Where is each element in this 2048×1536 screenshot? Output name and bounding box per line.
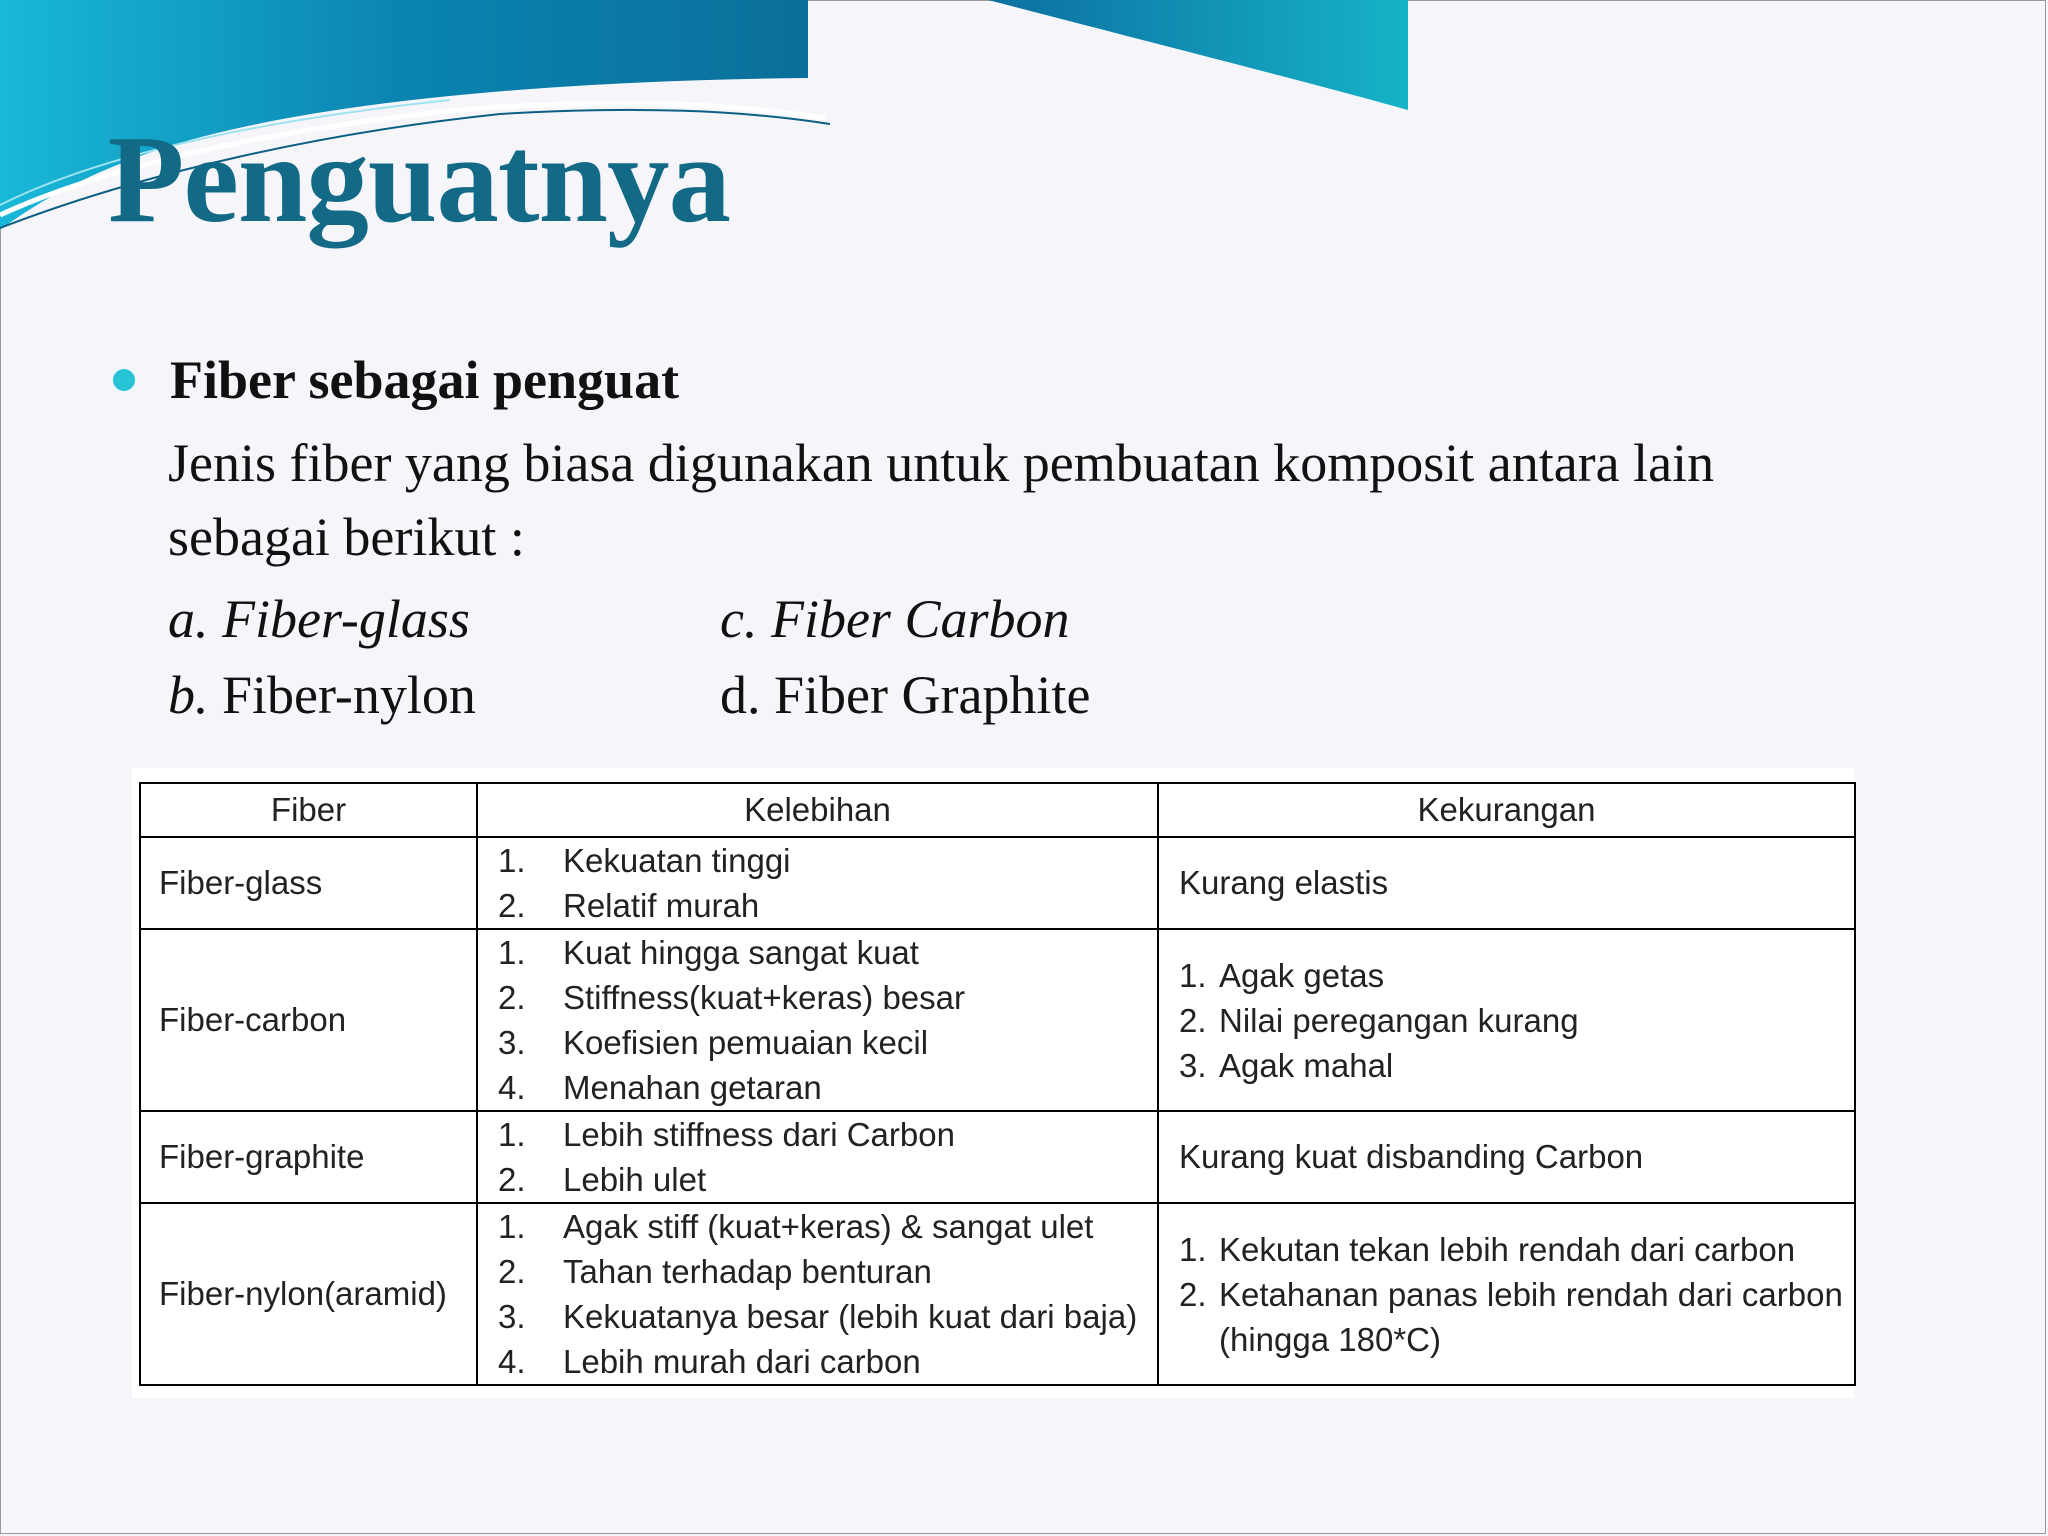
item-text: Kuat hingga sangat kuat bbox=[563, 934, 919, 971]
item-text: Menahan getaran bbox=[563, 1069, 822, 1106]
item-text: Agak mahal bbox=[1219, 1046, 1394, 1084]
table-row bbox=[140, 1111, 1855, 1203]
item-text: Kekuatanya besar (lebih kuat dari baja) bbox=[563, 1298, 1138, 1335]
fiber-name-cell: Fiber-carbon bbox=[140, 929, 477, 1111]
list-item bbox=[1179, 998, 1854, 1043]
item-text: Kekutan tekan lebih rendah dari carbon bbox=[1219, 1230, 1796, 1268]
table-row bbox=[140, 1203, 1855, 1385]
header-kelebihan: Kelebihan bbox=[477, 783, 1158, 837]
item-text: Relatif murah bbox=[563, 887, 760, 924]
item-text: Ketahanan panas lebih rendah dari carbon (hingga 180*C) bbox=[1219, 1275, 1843, 1358]
item-text: Koefisien pemuaian kecil bbox=[563, 1024, 929, 1061]
item-number: 3. bbox=[498, 1298, 526, 1335]
cons-cell: Kurang kuat disbanding Carbon bbox=[1158, 1111, 1855, 1203]
list-marker: d. bbox=[720, 665, 761, 725]
list-text: Fiber Graphite bbox=[774, 665, 1091, 725]
header-kekurangan: Kekurangan bbox=[1158, 783, 1855, 837]
item-number: 3. bbox=[1179, 1046, 1207, 1084]
cons-cell bbox=[1158, 929, 1855, 1111]
list-marker: b. bbox=[168, 665, 209, 725]
table-row bbox=[140, 837, 1855, 929]
bullet-icon bbox=[113, 369, 135, 391]
item-number: 2. bbox=[498, 1161, 526, 1198]
list-item bbox=[498, 975, 1157, 1020]
list-item bbox=[498, 1204, 1157, 1249]
list-item bbox=[498, 1020, 1157, 1065]
list-item-fiber-carbon bbox=[720, 587, 1069, 652]
list-item bbox=[1179, 1227, 1854, 1272]
fiber-comparison-table bbox=[139, 782, 1856, 1386]
cons-list bbox=[1179, 1227, 1854, 1362]
item-text: Lebih stiffness dari Carbon bbox=[563, 1116, 955, 1153]
item-number: 1. bbox=[498, 842, 526, 879]
item-number: 4. bbox=[498, 1069, 526, 1106]
table-row bbox=[140, 929, 1855, 1111]
list-item bbox=[498, 1294, 1157, 1339]
list-item bbox=[498, 883, 1157, 928]
item-number: 1. bbox=[1179, 1230, 1207, 1268]
pros-cell bbox=[477, 929, 1158, 1111]
item-text: Stiffness(kuat+keras) besar bbox=[563, 979, 965, 1016]
item-number: 2. bbox=[498, 979, 526, 1016]
fiber-name-cell: Fiber-glass bbox=[140, 837, 477, 929]
list-item bbox=[498, 930, 1157, 975]
item-text: Agak getas bbox=[1219, 956, 1385, 994]
item-number: 1. bbox=[1179, 956, 1207, 994]
item-number: 1. bbox=[498, 1116, 526, 1153]
list-item bbox=[1179, 953, 1854, 998]
list-text: Fiber Carbon bbox=[770, 589, 1070, 649]
list-item bbox=[498, 1339, 1157, 1384]
fiber-name-cell: Fiber-nylon(aramid) bbox=[140, 1203, 477, 1385]
list-item bbox=[1179, 1043, 1854, 1088]
item-number: 2. bbox=[498, 1253, 526, 1290]
list-item-fiber-glass bbox=[168, 587, 470, 652]
item-text: Tahan terhadap benturan bbox=[563, 1253, 932, 1290]
list-item-fiber-nylon bbox=[168, 663, 476, 728]
item-number: 2. bbox=[1179, 1001, 1207, 1039]
item-number: 1. bbox=[498, 1208, 526, 1245]
list-item bbox=[498, 1249, 1157, 1294]
pros-list bbox=[498, 1112, 1157, 1202]
header-fiber: Fiber bbox=[140, 783, 477, 837]
list-item bbox=[1179, 1272, 1854, 1362]
slide-title: Penguatnya bbox=[108, 111, 731, 249]
cons-list bbox=[1179, 953, 1854, 1088]
table-header-row bbox=[140, 783, 1855, 837]
item-number: 2. bbox=[1179, 1275, 1207, 1313]
list-item-fiber-graphite bbox=[720, 663, 1090, 728]
item-number: 2. bbox=[498, 887, 526, 924]
pros-cell bbox=[477, 1203, 1158, 1385]
pros-list bbox=[498, 1204, 1157, 1384]
list-text: Fiber-nylon bbox=[222, 665, 476, 725]
list-item bbox=[498, 1112, 1157, 1157]
list-text: Fiber-glass bbox=[222, 589, 470, 649]
item-text: Nilai peregangan kurang bbox=[1219, 1001, 1579, 1039]
bullet-heading: Fiber sebagai penguat bbox=[170, 350, 680, 410]
intro-paragraph: Jenis fiber yang biasa digunakan untuk pembuatan komposit antara lain sebagai berikut : bbox=[168, 433, 1715, 567]
cons-cell: Kurang elastis bbox=[1158, 837, 1855, 929]
item-number: 4. bbox=[498, 1343, 526, 1380]
item-number: 3. bbox=[498, 1024, 526, 1061]
list-marker: c. bbox=[720, 589, 758, 649]
item-text: Agak stiff (kuat+keras) & sangat ulet bbox=[563, 1208, 1094, 1245]
item-text: Kekuatan tinggi bbox=[563, 842, 791, 879]
item-number: 1. bbox=[498, 934, 526, 971]
fiber-name-cell: Fiber-graphite bbox=[140, 1111, 477, 1203]
list-marker: a. bbox=[168, 589, 209, 649]
list-item bbox=[498, 838, 1157, 883]
pros-cell bbox=[477, 1111, 1158, 1203]
item-text: Lebih ulet bbox=[563, 1161, 707, 1198]
list-item bbox=[498, 1157, 1157, 1202]
pros-list bbox=[498, 838, 1157, 928]
list-item bbox=[498, 1065, 1157, 1110]
pros-list bbox=[498, 930, 1157, 1110]
item-text: Lebih murah dari carbon bbox=[563, 1343, 921, 1380]
cons-cell bbox=[1158, 1203, 1855, 1385]
pros-cell bbox=[477, 837, 1158, 929]
